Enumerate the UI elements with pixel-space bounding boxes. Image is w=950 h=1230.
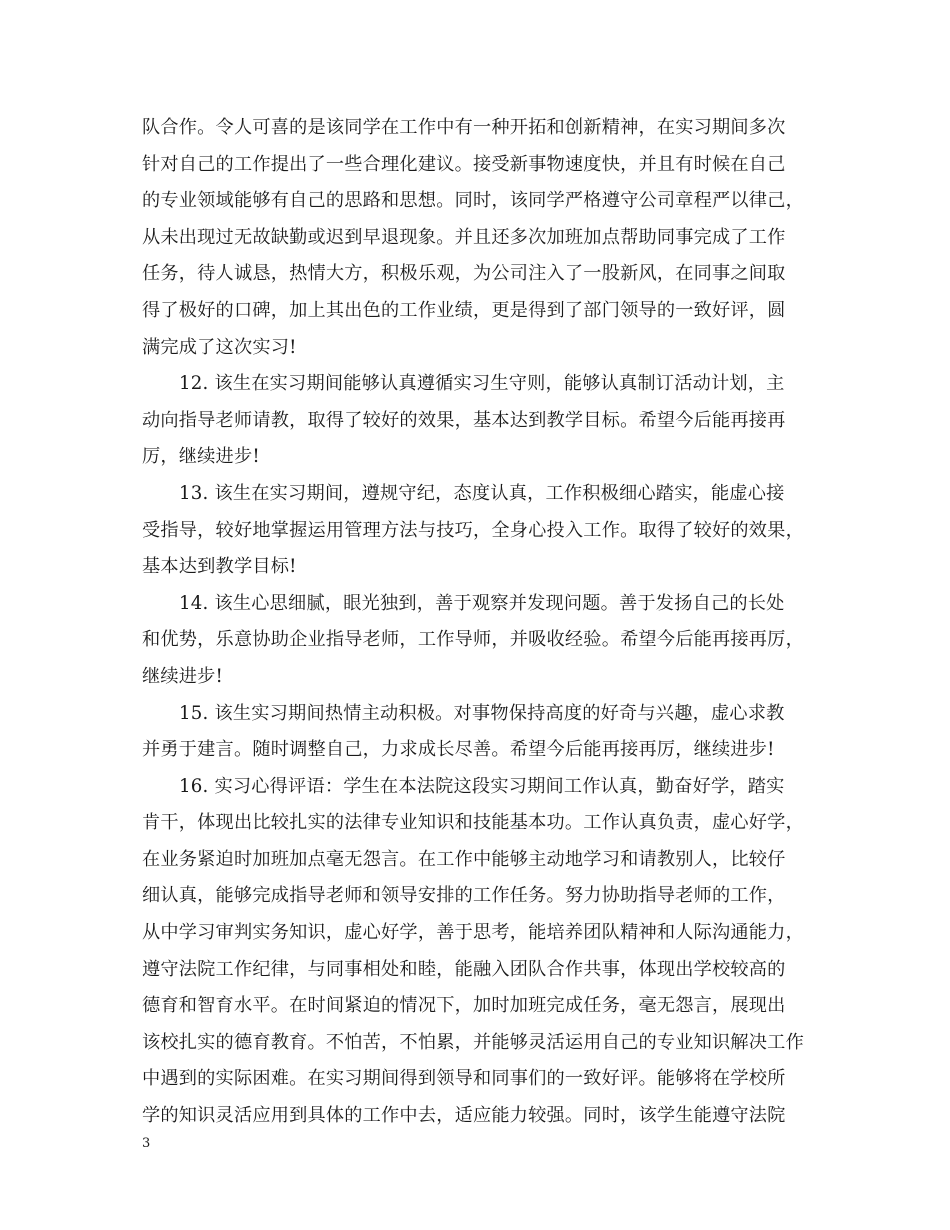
text-line: 继续进步! — [142, 665, 224, 687]
text-line: 受指导，较好地掌握运用管理方法与技巧，全身心投入工作。取得了较好的效果， — [142, 519, 804, 541]
text-line: 该校扎实的德育教育。不怕苦，不怕累，并能够灵活运用自己的专业知识解决工作 — [142, 1031, 804, 1053]
text-line: 德育和智育水平。在时间紧迫的情况下，加时加班完成任务，毫无怨言，展现出 — [142, 995, 786, 1017]
text-line: 和优势，乐意协助企业指导老师，工作导师，并吸收经验。希望今后能再接再厉， — [142, 629, 804, 651]
paragraph-item-13 — [142, 476, 812, 586]
text-line: 满完成了这次实习! — [142, 336, 297, 358]
paragraph-item-12 — [142, 366, 812, 476]
text-line: 针对自己的工作提出了一些合理化建议。接受新事物速度快，并且有时候在自己 — [142, 153, 786, 175]
text-line: 并勇于建言。随时调整自己，力求成长尽善。希望今后能再接再厉，继续进步! — [142, 739, 775, 761]
text-line: 中遇到的实际困难。在实习期间得到领导和同事们的一致好评。能够将在学校所 — [142, 1068, 786, 1090]
document-body — [142, 110, 812, 1135]
text-line: 任务，待人诚恳，热情大方，积极乐观，为公司注入了一股新风，在同事之间取 — [142, 263, 786, 285]
paragraph-continuation — [142, 110, 812, 366]
paragraph-item-16 — [142, 769, 812, 1135]
text-line: 动向指导老师请教，取得了较好的效果，基本达到教学目标。希望今后能再接再 — [142, 409, 786, 431]
paragraph-item-14 — [142, 586, 812, 696]
text-line: 在业务紧迫时加班加点毫无怨言。在工作中能够主动地学习和请教别人，比较仔 — [142, 848, 786, 870]
text-line: 队合作。令人可喜的是该同学在工作中有一种开拓和创新精神，在实习期间多次 — [142, 117, 786, 138]
text-line: 16. 实习心得评语：学生在本法院这段实习期间工作认真，勤奋好学，踏实 — [179, 775, 785, 797]
paragraph-item-15 — [142, 696, 812, 769]
text-line: 从中学习审判实务知识，虚心好学，善于思考，能培养团队精神和人际沟通能力， — [142, 922, 804, 944]
text-line: 肯干，体现出比较扎实的法律专业知识和技能基本功。工作认真负责，虚心好学， — [142, 812, 804, 834]
text-line: 厉，继续进步! — [142, 446, 260, 468]
text-line: 从未出现过无故缺勤或迟到早退现象。并且还多次加班加点帮助同事完成了工作 — [142, 226, 786, 248]
text-line: 14. 该生心思细腻，眼光独到，善于观察并发现问题。善于发扬自己的长处 — [179, 592, 785, 614]
text-line: 基本达到教学目标! — [142, 556, 297, 578]
text-line: 遵守法院工作纪律，与同事相处和睦，能融入团队合作共事，体现出学校较高的 — [142, 958, 786, 980]
text-line: 得了极好的口碑，加上其出色的工作业绩，更是得到了部门领导的一致好评，圆 — [142, 299, 786, 321]
text-line: 13. 该生在实习期间，遵规守纪，态度认真，工作积极细心踏实，能虚心接 — [179, 482, 785, 504]
text-line: 细认真，能够完成指导老师和领导安排的工作任务。努力协助指导老师的工作， — [142, 885, 786, 907]
page-number: 3 — [142, 1136, 151, 1151]
text-line: 学的知识灵活应用到具体的工作中去，适应能力较强。同时，该学生能遵守法院 — [142, 1105, 786, 1127]
text-line: 15. 该生实习期间热情主动积极。对事物保持高度的好奇与兴趣，虚心求教 — [179, 702, 785, 724]
text-line: 的专业领域能够有自己的思路和思想。同时，该同学严格遵守公司章程严以律己， — [142, 190, 804, 212]
text-line: 12. 该生在实习期间能够认真遵循实习生守则，能够认真制订活动计划，主 — [179, 373, 785, 395]
